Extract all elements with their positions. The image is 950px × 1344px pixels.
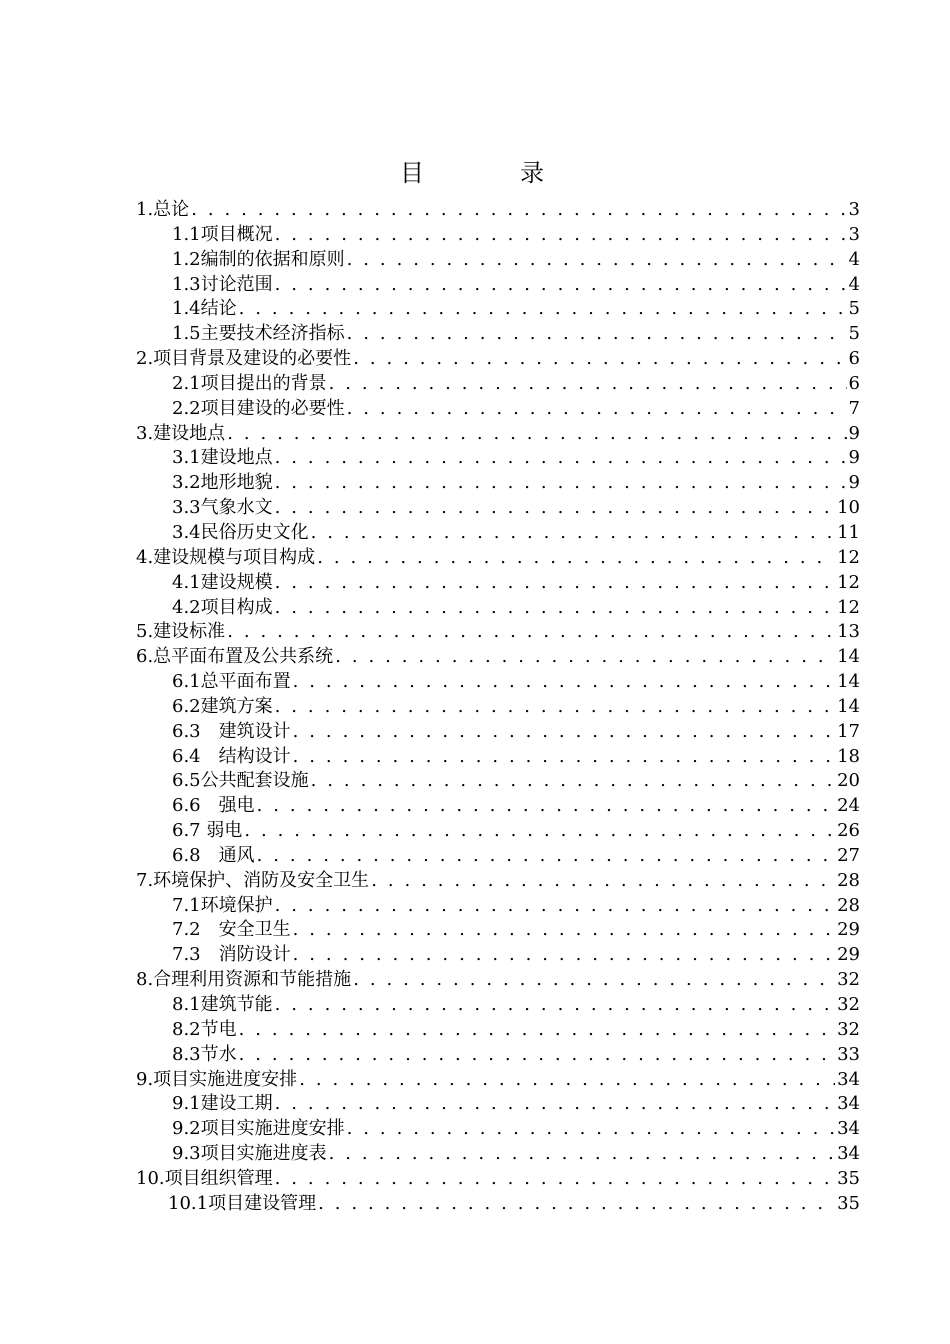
toc-dot-leader: [275, 695, 835, 720]
toc-entry-label: 1.5主要技术经济指标: [172, 323, 345, 345]
toc-entry[interactable]: [136, 571, 860, 596]
toc-entry[interactable]: [136, 1068, 860, 1093]
toc-entry[interactable]: [136, 1167, 860, 1192]
toc-entry-label: 1.2编制的依据和原则: [172, 248, 345, 270]
toc-entry[interactable]: [136, 695, 860, 720]
toc-entry[interactable]: [136, 720, 860, 745]
toc-entry-page-number: 34: [837, 1143, 860, 1165]
toc-dot-leader: [317, 546, 835, 571]
toc-entry[interactable]: [136, 819, 860, 844]
toc-dot-leader: [293, 720, 835, 745]
toc-entry-page-number: 26: [837, 820, 860, 842]
toc-entry-page-number: 11: [837, 521, 860, 543]
toc-entry[interactable]: [136, 521, 860, 546]
toc-entry-page-number: 13: [837, 621, 860, 643]
toc-entry[interactable]: [136, 645, 860, 670]
toc-entry[interactable]: [136, 422, 860, 447]
toc-entry[interactable]: [136, 968, 860, 993]
toc-entry[interactable]: [136, 1018, 860, 1043]
toc-entry[interactable]: [136, 1092, 860, 1117]
toc-entry-label: 6.4 结构设计: [172, 745, 291, 767]
toc-entry-page-number: 3: [848, 223, 860, 245]
toc-entry[interactable]: [136, 372, 860, 397]
toc-dot-leader: [318, 1192, 835, 1217]
toc-dot-leader: [257, 844, 835, 869]
toc-entry-label: 3.建设地点: [136, 422, 226, 444]
toc-entry[interactable]: [136, 943, 860, 968]
toc-dot-leader: [353, 347, 846, 372]
toc-entry-label: 2.1项目提出的背景: [172, 372, 327, 394]
toc-entry-page-number: 34: [837, 1093, 860, 1115]
toc-entry[interactable]: [136, 1043, 860, 1068]
toc-entry-label: 10.1项目建设管理: [168, 1192, 317, 1214]
toc-entry-page-number: 33: [837, 1043, 860, 1065]
toc-entry-page-number: 10: [837, 497, 860, 519]
toc-entry-page-number: 18: [837, 745, 860, 767]
toc-entry-page-number: 32: [837, 1018, 860, 1040]
toc-entry-page-number: 32: [837, 969, 860, 991]
toc-dot-leader: [293, 943, 835, 968]
toc-entry[interactable]: [136, 273, 860, 298]
toc-entry-label: 7.3 消防设计: [172, 944, 291, 966]
toc-dot-leader: [293, 745, 835, 770]
toc-entry-page-number: 9: [848, 472, 860, 494]
toc-entry-label: 6.总平面布置及公共系统: [136, 646, 334, 668]
toc-entry[interactable]: [136, 769, 860, 794]
toc-dot-leader: [293, 918, 835, 943]
toc-dot-leader: [275, 1167, 835, 1192]
toc-entry-page-number: 5: [848, 298, 860, 320]
toc-entry-label: 6.6 强电: [172, 795, 255, 817]
toc-entry-label: 1.4结论: [172, 298, 237, 320]
toc-dot-leader: [293, 670, 835, 695]
toc-entry-label: 5.建设标准: [136, 621, 226, 643]
toc-entry-page-number: 6: [848, 372, 860, 394]
toc-entry-label: 6.8 通风: [172, 844, 255, 866]
toc-entry-label: 2.项目背景及建设的必要性: [136, 348, 352, 370]
toc-entry[interactable]: [136, 1192, 860, 1217]
toc-entry[interactable]: [136, 198, 860, 223]
toc-entry-page-number: 20: [837, 770, 860, 792]
toc-entry-label: 7.1环境保护: [172, 894, 273, 916]
toc-entry-page-number: 27: [837, 844, 860, 866]
toc-entry-page-number: 9: [848, 447, 860, 469]
toc-dot-leader: [275, 1092, 835, 1117]
toc-dot-leader: [239, 1043, 835, 1068]
toc-entry-page-number: 3: [848, 199, 860, 220]
toc-entry-page-number: 4: [848, 248, 860, 270]
toc-entry[interactable]: [136, 1117, 860, 1142]
toc-entry[interactable]: [136, 620, 860, 645]
toc-entry-page-number: 4: [848, 273, 860, 295]
toc-entry[interactable]: [136, 918, 860, 943]
toc-entry-page-number: 28: [837, 869, 860, 891]
toc-entry[interactable]: [136, 471, 860, 496]
toc-dot-leader: [311, 769, 835, 794]
toc-entry-page-number: 5: [848, 323, 860, 345]
toc-entry-label: 4.1建设规模: [172, 571, 273, 593]
toc-dot-leader: [347, 248, 847, 273]
toc-entry-label: 1.总论: [136, 199, 190, 220]
toc-entry-label: 8.3节水: [172, 1043, 237, 1065]
toc-entry-label: 7.2 安全卫生: [172, 919, 291, 941]
toc-entry[interactable]: [136, 745, 860, 770]
toc-entry-label: 1.1项目概况: [172, 223, 273, 245]
toc-entry-label: 8.1建筑节能: [172, 994, 273, 1015]
toc-dot-leader: [275, 894, 835, 919]
toc-entry-label: 3.3气象水文: [172, 497, 273, 519]
toc-entry-label: 6.5公共配套设施: [172, 770, 309, 792]
toc-entry-label: 6.3 建筑设计: [172, 720, 291, 742]
toc-entry[interactable]: [136, 670, 860, 695]
toc-dot-leader: [299, 1068, 835, 1093]
toc-entry-page-number: 14: [837, 671, 860, 693]
toc-dot-leader: [347, 322, 847, 347]
toc-entry-page-number: 35: [837, 1192, 860, 1214]
toc-entry-page-number: 7: [848, 397, 860, 419]
toc-entry-page-number: 35: [837, 1167, 860, 1189]
toc-entry-label: 2.2项目建设的必要性: [172, 397, 345, 419]
toc-entry-label: 3.2地形地貌: [172, 472, 273, 494]
toc-entry-page-number: 29: [837, 944, 860, 966]
toc-entry[interactable]: [136, 397, 860, 422]
toc-dot-leader: [191, 198, 846, 223]
toc-entry-label: 6.2建筑方案: [172, 695, 273, 717]
toc-dot-leader: [347, 397, 847, 422]
toc-dot-leader: [275, 993, 835, 1018]
toc-dot-leader: [275, 223, 847, 248]
toc-entry-label: 9.3项目实施进度表: [172, 1143, 327, 1165]
toc-dot-leader: [329, 372, 847, 397]
toc-entry-label: 9.2项目实施进度安排: [172, 1118, 345, 1140]
toc-entry[interactable]: [136, 248, 860, 273]
toc-entry[interactable]: [136, 869, 860, 894]
toc-dot-leader: [275, 571, 835, 596]
toc-entry-page-number: 24: [837, 795, 860, 817]
toc-entry-label: 8.2节电: [172, 1018, 237, 1040]
toc-entry-label: 4.建设规模与项目构成: [136, 546, 316, 568]
toc-dot-leader: [275, 273, 847, 298]
toc-entry[interactable]: [136, 496, 860, 521]
toc-entry[interactable]: [136, 297, 860, 322]
toc-list: [136, 198, 860, 1217]
toc-dot-leader: [275, 596, 835, 621]
toc-entry-label: 10.项目组织管理: [136, 1167, 273, 1189]
toc-dot-leader: [227, 620, 835, 645]
toc-entry-label: 9.项目实施进度安排: [136, 1068, 298, 1090]
toc-dot-leader: [329, 1142, 835, 1167]
toc-entry-page-number: 12: [837, 571, 860, 593]
toc-entry[interactable]: [136, 446, 860, 471]
toc-entry-page-number: 32: [837, 994, 860, 1015]
toc-entry-page-number: 14: [837, 646, 860, 668]
toc-entry-page-number: 9: [848, 422, 860, 444]
toc-title: 目 录: [400, 159, 580, 187]
toc-entry-label: 1.3讨论范围: [172, 273, 273, 295]
toc-dot-leader: [275, 446, 847, 471]
toc-dot-leader: [239, 1018, 835, 1043]
toc-dot-leader: [335, 645, 835, 670]
toc-entry-page-number: 14: [837, 695, 860, 717]
toc-entry-page-number: 28: [837, 894, 860, 916]
toc-entry[interactable]: [136, 894, 860, 919]
toc-entry[interactable]: [136, 596, 860, 621]
toc-entry-label: 7.环境保护、消防及安全卫生: [136, 869, 370, 891]
toc-dot-leader: [227, 422, 846, 447]
toc-dot-leader: [244, 819, 835, 844]
toc-entry-label: 4.2项目构成: [172, 596, 273, 618]
toc-dot-leader: [275, 496, 835, 521]
toc-entry[interactable]: [136, 844, 860, 869]
toc-entry-label: 6.7 弱电: [172, 820, 243, 842]
toc-entry-page-number: 34: [837, 1068, 860, 1090]
toc-dot-leader: [311, 521, 835, 546]
toc-entry[interactable]: [136, 223, 860, 248]
toc-entry-label: 9.1建设工期: [172, 1093, 273, 1115]
toc-entry-page-number: 6: [848, 348, 860, 370]
toc-entry-page-number: 29: [837, 919, 860, 941]
toc-dot-leader: [347, 1117, 835, 1142]
toc-entry[interactable]: [136, 546, 860, 571]
toc-entry[interactable]: [136, 1142, 860, 1167]
toc-dot-leader: [275, 471, 847, 496]
toc-entry-label: 8.合理利用资源和节能措施: [136, 969, 352, 991]
toc-entry-page-number: 12: [837, 596, 860, 618]
toc-entry[interactable]: [136, 322, 860, 347]
toc-entry-page-number: 34: [837, 1118, 860, 1140]
toc-dot-leader: [257, 794, 835, 819]
toc-entry-label: 3.1建设地点: [172, 447, 273, 469]
toc-entry[interactable]: [136, 794, 860, 819]
toc-entry-label: 6.1总平面布置: [172, 671, 291, 693]
toc-dot-leader: [239, 297, 847, 322]
toc-entry-label: 3.4民俗历史文化: [172, 521, 309, 543]
toc-entry-page-number: 12: [837, 546, 860, 568]
toc-entry[interactable]: [136, 993, 860, 1018]
toc-entry[interactable]: [136, 347, 860, 372]
toc-dot-leader: [371, 869, 835, 894]
toc-entry-page-number: 17: [837, 720, 860, 742]
toc-dot-leader: [353, 968, 835, 993]
